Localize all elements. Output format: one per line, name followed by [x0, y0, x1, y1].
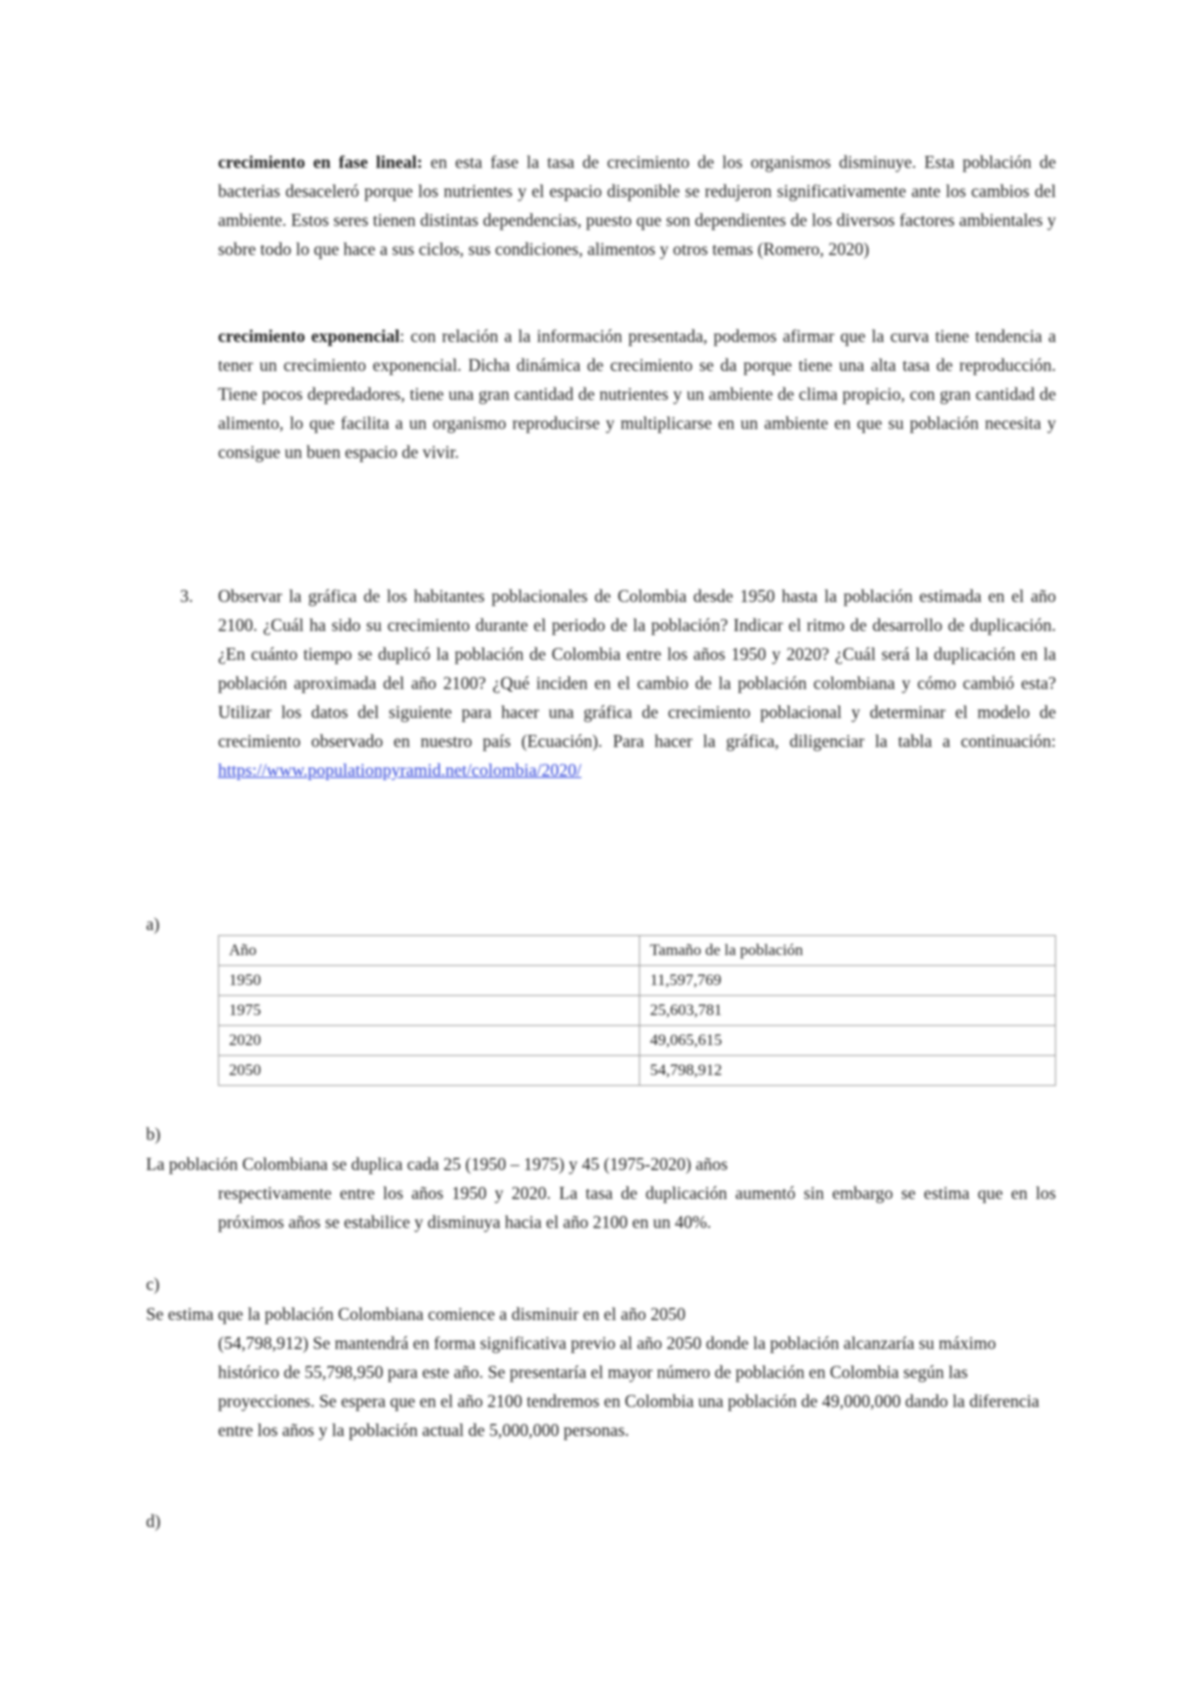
- cell-population: 54,798,912: [640, 1056, 1056, 1086]
- population-table: [218, 935, 1056, 1086]
- label-b: b): [146, 1124, 161, 1144]
- cell-population: 25,603,781: [640, 996, 1056, 1026]
- table-row: [219, 966, 1056, 996]
- table-header-row: [219, 936, 1056, 966]
- paragraph-text: : con relación a la información presentada, podemos afirmar que la curva tiene tendencia a tener un crecimiento exponencial. Dicha dinámica de crecimiento se da porque tiene una alta tasa de reproducción. Tiene pocos depredadores, tiene una gran cantidad de nutrientes y un ambiente de clima propicio, con gran cantidad de alimento, lo que facilita a un organismo reproducirse y multiplicarse en un ambiente en que su población necesita y consigue un buen espacio de vivir.: [218, 326, 1056, 462]
- paragraph-exponential-growth: [218, 322, 1056, 467]
- paragraph-linear-growth: [218, 148, 1056, 264]
- table-row: [219, 1056, 1056, 1086]
- answer-b-first-line: La población Colombiana se duplica cada 25 (1950 – 1975) y 45 (1975-2020) años: [146, 1154, 728, 1174]
- term-exponential-growth: crecimiento exponencial: [218, 326, 400, 346]
- cell-population: 11,597,769: [640, 966, 1056, 996]
- label-a: a): [146, 914, 160, 934]
- label-c: c): [146, 1274, 160, 1294]
- answer-c: [146, 1300, 1056, 1445]
- table-row: [219, 1026, 1056, 1056]
- table-row: [219, 996, 1056, 1026]
- answer-c-rest: (54,798,912) Se mantendrá en forma significativa previo al año 2050 donde la población alcanzaría su máximo histórico de 55,798,950 para este año. Se presentaría el mayor número de población en Colombia según las proyecciones. Se espera que en el año 2100 tendremos en Colombia una población de 49,000,000 dando la diferencia entre los años y la población actual de 5,000,000 personas.: [218, 1333, 1040, 1440]
- cell-year: 2020: [219, 1026, 640, 1056]
- label-d: d): [146, 1511, 161, 1531]
- cell-year: 1950: [219, 966, 640, 996]
- answer-b-rest: respectivamente entre los años 1950 y 2020. La tasa de duplicación aumentó sin embargo se estima que en los próximos años se estabilice y disminuya hacia el año 2100 en un 40%.: [218, 1183, 1056, 1232]
- header-population: Tamaño de la población: [640, 936, 1056, 966]
- question-number: 3.: [180, 586, 194, 606]
- answer-b: [146, 1150, 1056, 1237]
- cell-population: 49,065,615: [640, 1026, 1056, 1056]
- question-3: [180, 582, 1056, 785]
- paragraph-text: en esta fase la tasa de crecimiento de los organismos disminuye. Esta población de bacterias desaceleró porque los nutrientes y el espacio disponible se redujeron significativamente ante los cambios del ambiente. Estos seres tienen distintas dependencias, puesto que son dependientes de los diversos factores ambientales y sobre todo lo que hace a sus ciclos, sus condiciones, alimentos y otros temas (Romero, 2020): [218, 152, 1056, 259]
- cell-year: 1975: [219, 996, 640, 1026]
- answer-c-first-line: Se estima que la población Colombiana comience a disminuir en el año 2050: [146, 1304, 686, 1324]
- population-pyramid-link[interactable]: https://www.populationpyramid.net/colombia/2020/: [218, 760, 582, 780]
- cell-year: 2050: [219, 1056, 640, 1086]
- question-text: Observar la gráfica de los habitantes poblacionales de Colombia desde 1950 hasta la población estimada en el año 2100. ¿Cuál ha sido su crecimiento durante el periodo de la población? Indicar el ritmo de desarrollo de duplicación. ¿En cuánto tiempo se duplicó la población de Colombia entre los años 1950 y 2020? ¿Cuál será la duplicación en la población aproximada del año 2100? ¿Qué inciden en el cambio de la población colombiana y cómo cambió esta? Utilizar los datos del siguiente para hacer una gráfica de crecimiento poblacional y determinar el modelo de crecimiento observado en nuestro país (Ecuación). Para hacer la gráfica, diligenciar la tabla a continuación:: [218, 586, 1056, 751]
- term-linear-growth: crecimiento en fase lineal:: [218, 152, 423, 172]
- header-year: Año: [219, 936, 640, 966]
